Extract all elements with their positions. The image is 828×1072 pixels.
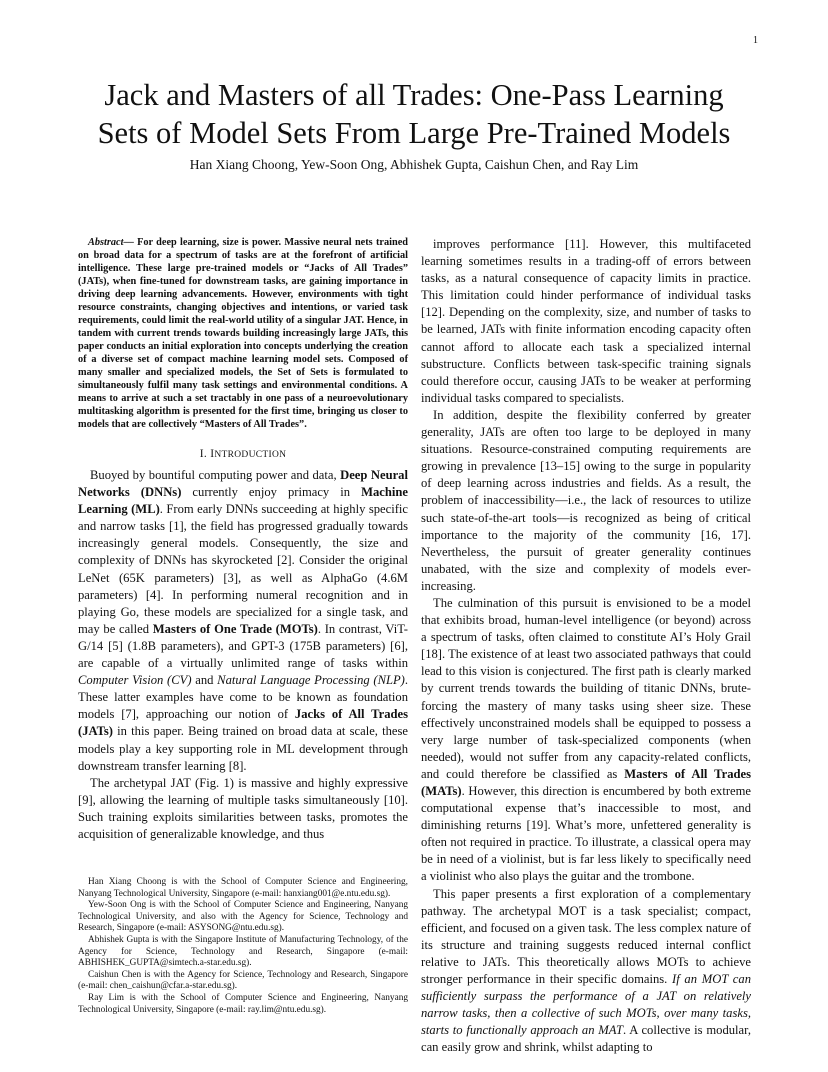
body-paragraph (421, 407, 751, 595)
footnote: Caishun Chen is with the Agency for Science, Technology and Research, Singapore (e-mail: chen_caishun@cfar.a-star.edu.sg). (78, 969, 408, 992)
italic-text: Natural Language Processing (NLP) (217, 673, 405, 688)
abstract (78, 236, 408, 431)
section-heading (78, 448, 408, 460)
text-run: and (191, 673, 218, 688)
text-run: currently enjoy primacy in (181, 485, 362, 500)
footnote: Ray Lim is with the School of Computer Science and Engineering, Nanyang Technological University, Singapore (e-mail: ray.lim@ntu.edu.sg). (78, 992, 408, 1015)
abstract-label: Abstract (88, 237, 124, 248)
bold-term: Machine Learning (ML) (78, 485, 408, 517)
abstract-text: — For deep learning, size is power. Massive neural nets trained on broad data for a spectrum of tasks are at the forefront of artificial intelligence. These large pre-trained models or “Jacks of All Trades” (JATs), when fine-tuned for downstream tasks, are gaining importance in driving deep learning advancements. However, environments with tight resource constraints, changing objectives and intentions, or varied task requirements, could limit the real-world utility of a singular JAT. Hence, in tandem with current trends towards building increasingly large JATs, this paper conducts an initial exploration into concepts underlying the creation of a diverse set of compact machine learning model sets. Composed of many smaller and specialized models, the Set of Sets is formulated to simultaneously fulfil many task settings and environmental conditions. A means to arrive at such a set tractably in one pass of a neuroevolutionary multitasking algorithm is presented for the first time, bringing us closer to models that are collectively “Masters of All Trades”. (78, 237, 408, 430)
bold-term: Deep Neural Networks (DNNs) (78, 468, 408, 500)
title-line-2: Sets of Model Sets From Large Pre-Trained Models (97, 116, 731, 150)
body-paragraph (78, 467, 408, 775)
text-run: . A collective is modular, can easily grow and shrink, whilst adapting to (421, 1023, 751, 1055)
text-run: in this paper. Being trained on broad data at scale, these models play a key supporting role in ML development through downstream transfer learning [8]. (78, 724, 408, 773)
paper-title (40, 76, 788, 152)
body-paragraph (421, 886, 751, 1057)
footnote: Abhishek Gupta is with the Singapore Institute of Manufacturing Technology, of the Agency for Science, Technology and Research, Singapore (e-mail: ABHISHEK_GUPTA@simtech.a-star.edu.sg). (78, 934, 408, 969)
italic-text: If an MOT can sufficiently surpass the performance of a JAT on relatively narrow tasks, then a collective of such MOTs, over many tasks, starts to functionally approach an MAT (421, 972, 751, 1038)
footnote: Han Xiang Choong is with the School of Computer Science and Engineering, Nanyang Technological University, Singapore (e-mail: hanxiang001@e.ntu.edu.sg). (78, 877, 408, 899)
left-column (78, 236, 408, 843)
left-body-text (78, 467, 408, 843)
section-number: I. (199, 448, 208, 460)
text-run: Buoyed by bountiful computing power and data, (90, 468, 341, 482)
text-run: . These latter examples have come to be known as foundation models [7], approaching our notion of (78, 673, 409, 722)
author-list: Han Xiang Choong, Yew-Soon Ong, Abhishek Gupta, Caishun Chen, and Ray Lim (189, 157, 639, 172)
bold-term: Masters of All Trades (MATs) (421, 766, 752, 798)
title-line-1: Jack and Masters of all Trades: One-Pass Learning (104, 78, 724, 112)
text-run: . In contrast, ViT-G/14 [5] (1.8B parameters), and GPT-3 (175B parameters) [6], are capable of a virtually unlimited range of tasks within (78, 621, 408, 671)
body-paragraph (421, 595, 751, 886)
text-run: The archetypal JAT (Fig. 1) is massive and highly expressive [9], allowing the learning of multiple tasks simultaneously [10]. Such training exploits similarities between tasks, promotes the acquisition of generalizable knowledge, and thus (78, 775, 408, 841)
text-run: This paper presents a first exploration of a complementary pathway. The archetypal MOT is a task specialist; compact, efficient, and focused on a given task. The less complex nature of its structure and training suggests reduced internal conflict relative to JATs. This theoretically allows MOTs to achieve stronger performance in their specific domains. (421, 886, 752, 987)
text-run: . However, this direction is encumbered by both extreme computational expense that’s inaccessible to most, and diminishing returns [19]. What’s more, unfettered generality is often not required in practice. To illustrate, a classical opera may be in need of a violinist, but is far less likely to specifically need a violinist who also plays the guitar and the trombone. (421, 784, 751, 884)
text-run: improves performance [11]. However, this multifaceted learning sometimes results in a trading-off of errors between tasks, as a natural consequence of capacity limits in practice. This limitation could hinder performance of individual tasks [12]. Depending on the complexity, size, and number of tasks to be learned, JATs with finite information encoding capacity often cannot afford to allocate each task a specialized internal substructure. Conflicts between task-specific training signals could therefore occur, causing JATs to be weaker at performing individual tasks compared to specialists. (421, 237, 751, 405)
bold-term: Jacks of All Trades (JATs) (78, 707, 408, 739)
text-run: In addition, despite the flexibility conferred by greater generality, JATs are often too large to be deployed in many situations. Resource-constrained computing requirements are growing in prevalence [13–15] owing to the surge in popularity of deep learning across industries and fields. As a result, the problem of inaccessibility—i.e., the lack of resources to utilize such state-of-the-art tools—is recognized as being of critical importance to the majority of the community [16, 17]. Nevertheless, the pursuit of greater generality continues unabated, with the size and complexity of models ever-increasing. (421, 407, 751, 593)
right-column (421, 236, 751, 1057)
body-paragraph (78, 775, 408, 843)
text-run: The culmination of this pursuit is envisioned to be a model that exhibits broad, human-level intelligence (or beyond) across a spectrum of tasks, often claimed to constitute AI’s Holy Grail [18]. The existence of at least two associated pathways that could lead to this vision is conjectured. The first path is clearly marked by current trends towards the building of titanic DNNs, brute-forcing the mastery of many tasks using sheer size. These effectively unconstrained models shall be equipped to possess a very large number of task-specialized components (when needed), would not suffer from any capacity-related conflicts, and could therefore be classified as (421, 595, 751, 781)
text-run: . From early DNNs succeeding at highly specific and narrow tasks [1], the field has progressed gradually towards increasingly general models. Consequently, the size and complexity of DNNs has skyrocketed [2]. Consider the original LeNet (65K parameters) [3], as well as AlphaGo (4.6M parameters) [4]. In performing numeral recognition and in playing Go, these models are specialized for a single task, and may be called (78, 502, 408, 636)
italic-text: Computer Vision (CV) (78, 673, 192, 688)
right-body-text (421, 236, 751, 1057)
page-number: 1 (753, 35, 758, 46)
author-footnotes (78, 877, 408, 1016)
body-paragraph (421, 236, 751, 407)
section-title: INTRODUCTION (210, 448, 287, 460)
bold-term: Masters of One Trade (MOTs) (152, 621, 318, 636)
footnote: Yew-Soon Ong is with the School of Computer Science and Engineering, Nanyang Technological University, and also with the Agency for Science, Technology and Research, Singapore (e-mail: ASYSONG@ntu.edu.sg). (78, 900, 408, 934)
